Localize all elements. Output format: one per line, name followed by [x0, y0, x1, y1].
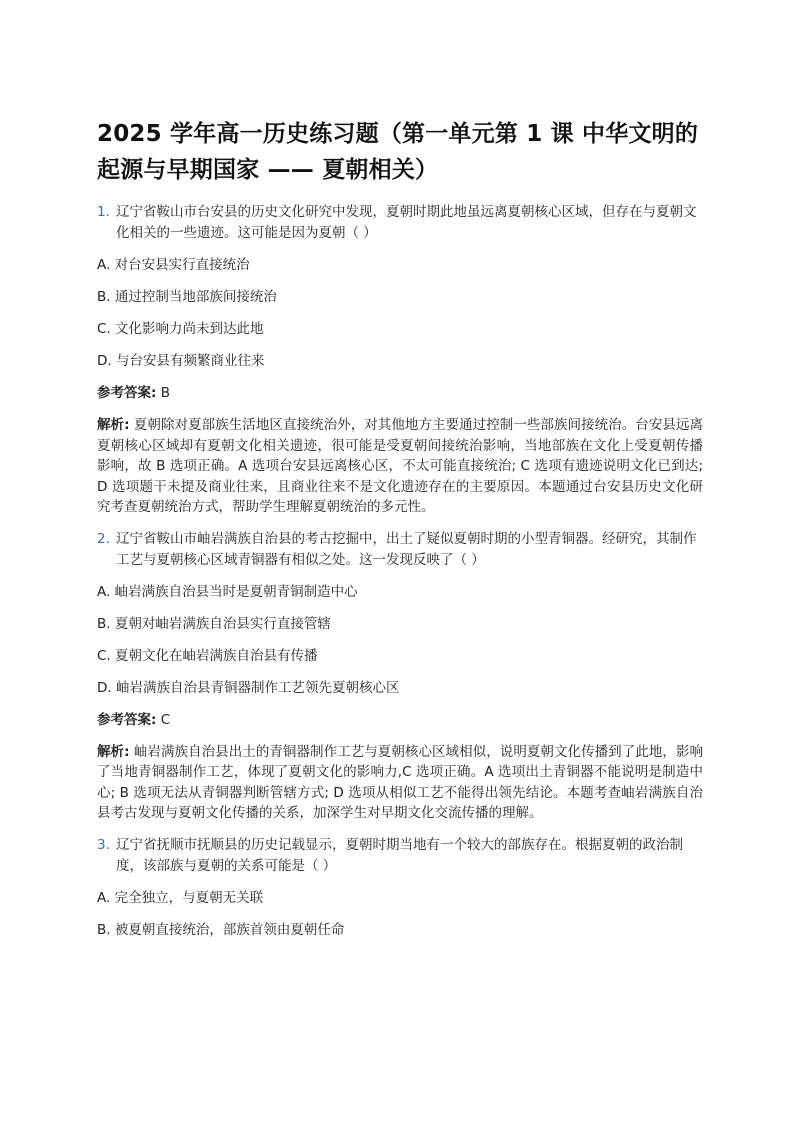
question-number: 3. [97, 836, 110, 853]
answer-value: C [160, 711, 171, 728]
page-title: 2025 学年高一历史练习题（第一单元第 1 课 中华文明的起源与早期国家 —— 夏朝相关） [97, 121, 699, 183]
option-d: D. 岫岩满族自治县青铜器制作工艺领先夏朝核心区 [97, 679, 400, 696]
question-3 [97, 835, 703, 941]
analysis-text: 夏朝除对夏部族生活地区直接统治外，对其他地方主要通过控制一些部族间接统治。台安县远离夏朝核心区域却有夏朝文化相关遗迹，很可能是受夏朝间接统治影响，当地部族在文化上受夏朝传播影响，故 B 选项正确。A 选项台安县远离核心区，不太可能直接统治; C 选项有遗迹说明文化已到达; D 选项题干未提及商业往来，且商业往来不是文化遗迹存在的主要原因。本题通过台安县历史文化研究考查夏朝统治方式，帮助学生理解夏朝统治的多元性。 [97, 417, 703, 515]
analysis-text: 岫岩满族自治县出土的青铜器制作工艺与夏朝核心区域相似，说明夏朝文化传播到了此地，影响了当地青铜器制作工艺，体现了夏朝文化的影响力,C 选项正确。A 选项出土青铜器不能说明是制造中心; B 选项无法从青铜器判断管辖方式; D 选项从相似工艺不能得出领先结论。本题考查岫岩满族自治县考古发现与夏朝文化传播的关系，加深学生对早期文化交流传播的理解。 [97, 743, 703, 821]
option-c: C. 夏朝文化在岫岩满族自治县有传播 [97, 647, 318, 664]
question-stem [97, 835, 703, 877]
question-stem [97, 202, 703, 244]
document-page [97, 116, 703, 952]
option-d: D. 与台安县有频繁商业往来 [97, 353, 265, 369]
question-text: 辽宁省鞍山市台安县的历史文化研究中发现，夏朝时期此地虽远离夏朝核心区域，但存在与夏朝文化相关的一些遗迹。这可能是因为夏朝（ ） [116, 204, 697, 241]
question-text: 辽宁省鞍山市岫岩满族自治县的考古挖掘中，出土了疑似夏朝时期的小型青铜器。经研究，其制作工艺与夏朝核心区域青铜器有相似之处。这一发现反映了（ ） [116, 530, 697, 568]
question-stem [97, 529, 703, 571]
option-a: A. 岫岩满族自治县当时是夏朝青铜制造中心 [97, 583, 358, 600]
question-2 [97, 529, 703, 824]
analysis-label: 解析: [97, 743, 130, 760]
question-text: 辽宁省抚顺市抚顺县的历史记载显示，夏朝时期当地有一个较大的部族存在。根据夏朝的政治制度，该部族与夏朝的关系可能是（ ） [116, 836, 683, 874]
option-a: A. 对台安县实行直接统治 [97, 257, 250, 273]
answer-line [97, 710, 703, 731]
analysis-label: 解析: [97, 417, 130, 433]
option-b: B. 通过控制当地部族间接统治 [97, 289, 277, 305]
answer-label: 参考答案: [97, 711, 157, 728]
answer-value: B [160, 385, 170, 401]
answer-label: 参考答案: [97, 385, 157, 401]
question-number: 2. [97, 530, 110, 547]
option-b: B. 被夏朝直接统治，部族首领由夏朝任命 [97, 921, 345, 938]
answer-line [97, 383, 703, 404]
analysis-paragraph [97, 742, 703, 824]
option-a: A. 完全独立，与夏朝无关联 [97, 889, 264, 906]
question-1 [97, 202, 703, 518]
question-number: 1. [97, 204, 110, 220]
option-c: C. 文化影响力尚未到达此地 [97, 321, 264, 337]
analysis-paragraph [97, 415, 703, 518]
option-b: B. 夏朝对岫岩满族自治县实行直接管辖 [97, 615, 331, 632]
